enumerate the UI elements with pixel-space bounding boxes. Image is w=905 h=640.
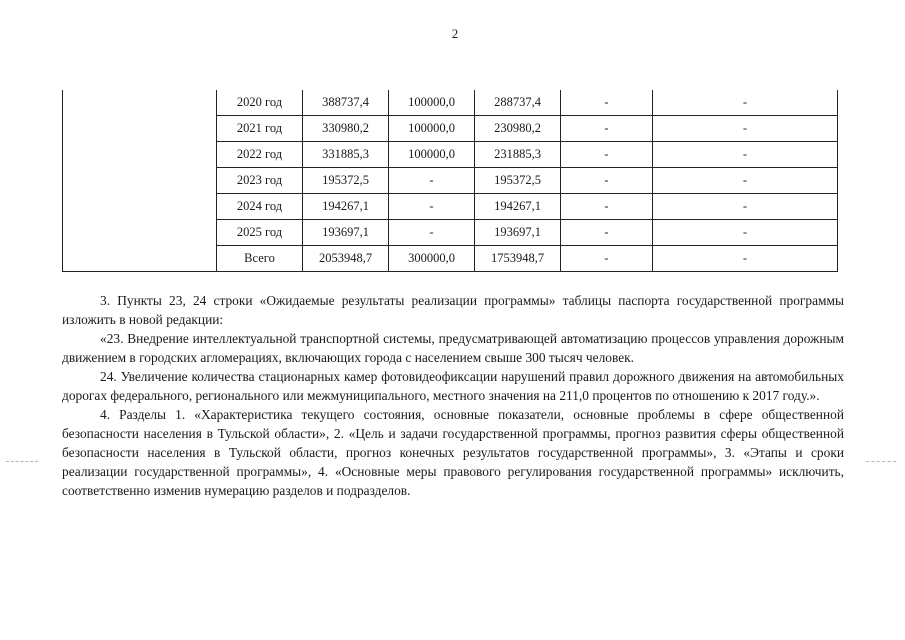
table-cell-total: 194267,1 [303, 194, 389, 220]
document-body [62, 291, 844, 500]
table-cell-total: 2053948,7 [303, 246, 389, 272]
paragraph-point-24: 24. Увеличение количества стационарных камер фотовидеофиксации нарушений правил дорожного движения на автомобильных дорогах федерального, регионального или межмуниципального, местного значения на 211,0 процентов по отношению к 2017 году.». [62, 369, 844, 403]
funding-table [62, 90, 838, 272]
table-cell-col5: - [561, 168, 653, 194]
table-cell-federal: - [389, 194, 475, 220]
table-cell-year: 2022 год [217, 142, 303, 168]
merged-label-cell [63, 90, 217, 272]
table-cell-col5: - [561, 90, 653, 116]
table-cell-federal: 100000,0 [389, 90, 475, 116]
table-cell-col5: - [561, 116, 653, 142]
paragraph-item-3: 3. Пункты 23, 24 строки «Ожидаемые результаты реализации программы» таблицы паспорта государственной программы изложить в новой редакции: [62, 293, 844, 327]
table-cell-federal: - [389, 220, 475, 246]
table-cell-year: 2021 год [217, 116, 303, 142]
table-cell-col6: - [653, 90, 838, 116]
scan-margin-mark-right [866, 461, 896, 462]
table-cell-col6: - [653, 220, 838, 246]
table-cell-total: 331885,3 [303, 142, 389, 168]
table-cell-total: 388737,4 [303, 90, 389, 116]
table-cell-federal: 100000,0 [389, 142, 475, 168]
table-cell-federal: 300000,0 [389, 246, 475, 272]
table-cell-year: 2025 год [217, 220, 303, 246]
table-cell-regional: 194267,1 [475, 194, 561, 220]
table-cell-year: 2023 год [217, 168, 303, 194]
table-cell-col5: - [561, 246, 653, 272]
table-cell-federal: 100000,0 [389, 116, 475, 142]
table-cell-regional: 193697,1 [475, 220, 561, 246]
table-cell-regional: 231885,3 [475, 142, 561, 168]
table-cell-regional: 1753948,7 [475, 246, 561, 272]
table-cell-total: 195372,5 [303, 168, 389, 194]
table-cell-total: 193697,1 [303, 220, 389, 246]
table-cell-year: 2020 год [217, 90, 303, 116]
table-cell-col6: - [653, 168, 838, 194]
table-cell-regional: 288737,4 [475, 90, 561, 116]
table-cell-regional: 195372,5 [475, 168, 561, 194]
table-cell-federal: - [389, 168, 475, 194]
table-cell-col6: - [653, 194, 838, 220]
paragraph-point-23: «23. Внедрение интеллектуальной транспортной системы, предусматривающей автоматизацию процессов управления дорожным движением в городских агломерациях, включающих города с населением свыше 300 тысяч человек. [62, 331, 844, 365]
table-cell-total: 330980,2 [303, 116, 389, 142]
paragraph-item-4: 4. Разделы 1. «Характеристика текущего состояния, основные показатели, основные проблемы в сфере общественной безопасности населения в Тульской области», 2. «Цель и задачи государственной программы, прогноз развития сферы общественной безопасности населения в Тульской области, прогноз конечных результатов государственной программы», 3. «Этапы и сроки реализации государственной программы», 4. «Основные меры правового регулирования государственной программы» исключить, соответственно изменив нумерацию разделов и подразделов. [62, 407, 844, 498]
page-number: 2 [451, 26, 459, 41]
table-cell-col6: - [653, 116, 838, 142]
table-cell-col5: - [561, 142, 653, 168]
table-cell-col6: - [653, 142, 838, 168]
table-cell-year: Всего [217, 246, 303, 272]
table-row [63, 90, 838, 116]
scan-margin-mark-left [6, 461, 38, 462]
table-cell-year: 2024 год [217, 194, 303, 220]
table-cell-col6: - [653, 246, 838, 272]
table-cell-regional: 230980,2 [475, 116, 561, 142]
table-cell-col5: - [561, 194, 653, 220]
table-cell-col5: - [561, 220, 653, 246]
